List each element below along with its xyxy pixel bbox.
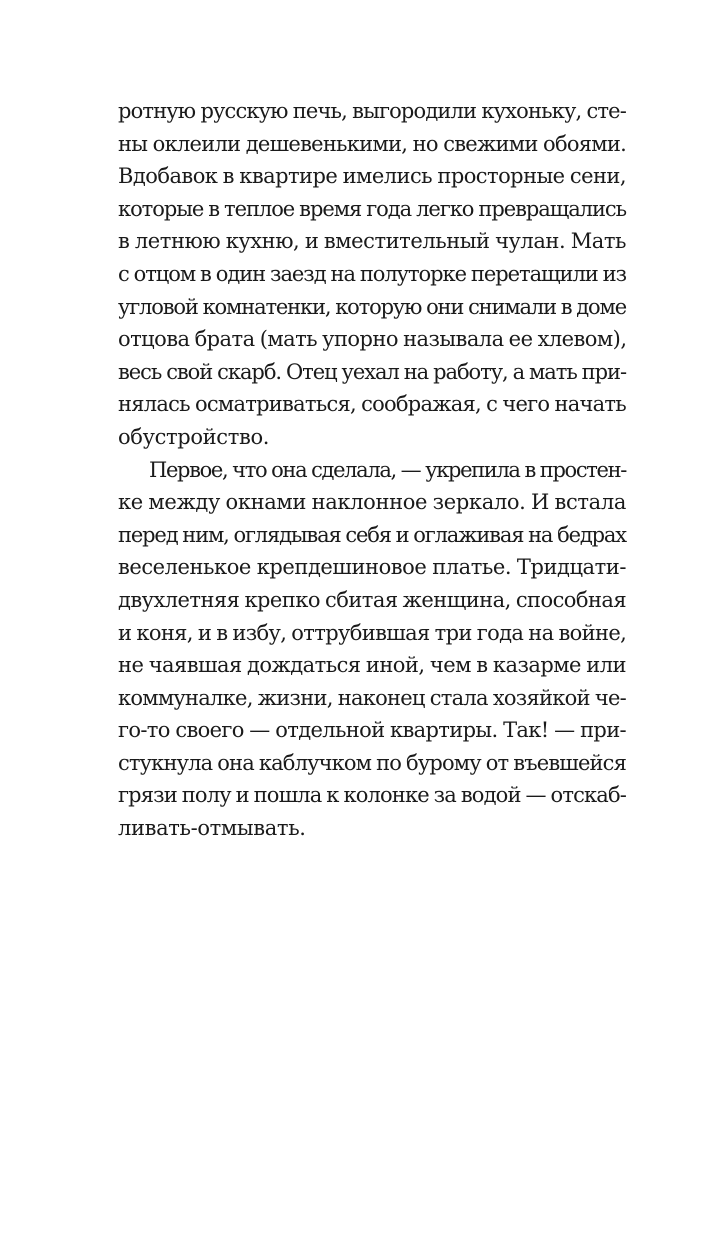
text-line: грязи полу и пошла к колонке за водой — отскаб- bbox=[118, 783, 626, 808]
text-line: угловой комнатенки, которую они снимали в доме bbox=[118, 294, 626, 319]
paragraph-1 bbox=[118, 95, 626, 454]
text-line: Первое, что она сделала, — укрепила в простен- bbox=[149, 457, 626, 482]
text-line: не чаявшая дождаться иной, чем в казарме или bbox=[118, 653, 626, 678]
text-line: ротную русскую печь, выгородили кухоньку, сте- bbox=[118, 99, 626, 123]
text-line: ны оклеили дешевенькими, но свежими обоями. bbox=[118, 131, 626, 156]
text-line: с отцом в один заезд на полуторке перетащили из bbox=[118, 261, 626, 286]
paragraph-2 bbox=[118, 454, 626, 845]
text-line: двухлетняя крепко сбитая женщина, способная bbox=[118, 587, 627, 612]
text-line: коммуналке, жизни, наконец стала хозяйкой че- bbox=[118, 685, 626, 710]
text-line: стукнула она каблучком по бурому от въевшейся bbox=[118, 750, 626, 775]
text-line: го-то своего — отдельной квартиры. Так! — при- bbox=[118, 718, 626, 743]
text-line: нялась осматриваться, соображая, с чего начать bbox=[118, 392, 626, 417]
text-line: ке между окнами наклонное зеркало. И встала bbox=[118, 490, 626, 515]
text-line: и коня, и в избу, оттрубившая три года на войне, bbox=[118, 620, 627, 645]
text-line: Вдобавок в квартире имелись просторные сени, bbox=[118, 164, 626, 189]
text-line: отцова брата (мать упорно называла ее хлевом), bbox=[118, 327, 627, 352]
text-line: которые в теплое время года легко превращались bbox=[118, 196, 626, 221]
text-line: весь свой скарб. Отец уехал на работу, а мать при- bbox=[118, 359, 626, 384]
text-line: перед ним, оглядывая себя и оглаживая на бедрах bbox=[118, 522, 626, 547]
text-line: ливать-отмывать. bbox=[118, 816, 306, 841]
text-line: в летнюю кухню, и вместительный чулан. Мать bbox=[118, 229, 626, 254]
book-page-text bbox=[118, 95, 626, 845]
text-line: обустройство. bbox=[118, 424, 270, 449]
text-line: веселенькое крепдешиновое платье. Тридцати- bbox=[118, 555, 626, 580]
